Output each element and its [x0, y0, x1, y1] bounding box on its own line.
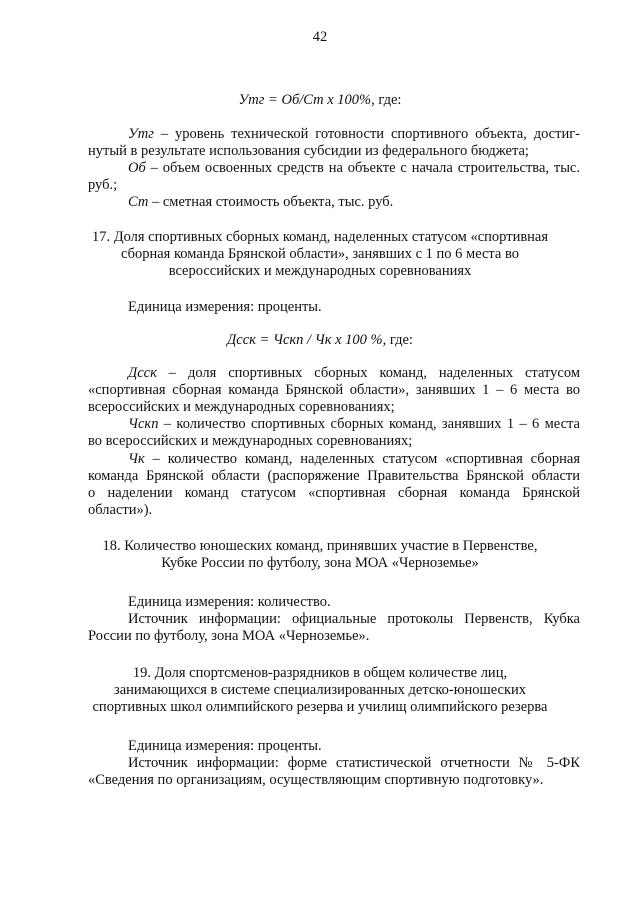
formula-utg-expr: Утг = Об/Ст х 100%,	[238, 92, 375, 108]
def-chskp-term: Чскп	[128, 416, 159, 432]
def-chskp-line1	[128, 416, 580, 433]
def-dssk-line3: всероссийских и международных соревнованиях;	[88, 399, 395, 415]
def-st-term: Ст	[128, 194, 149, 210]
item17-title-line1: 17. Доля спортивных сборных команд, наделенных статусом «спортивная	[91, 229, 549, 245]
def-ob-term: Об	[128, 160, 146, 176]
def-chk-term: Чк	[128, 451, 145, 467]
def-ob-text: – объем освоенных средств на объекте с начала строительства, тыс.	[145, 160, 580, 176]
def-chk-line2: команда Брянской области (распоряжение Правительства Брянской области	[88, 468, 580, 484]
def-utg-text: – уровень технической готовности спортивного объекта, достиг-	[153, 126, 580, 142]
formula-utg-suffix: где:	[374, 92, 402, 108]
item19-source-line1: Источник информации: форме статистической отчетности № 5-ФК	[128, 755, 580, 771]
item18-title-line2: Кубке России по футболу, зона МОА «Черноземье»	[161, 555, 479, 571]
def-chk-line4: области»).	[88, 502, 153, 518]
item19-source-line2: «Сведения по организациям, осуществляющим спортивную подготовку».	[88, 772, 544, 788]
def-chskp-text: – количество спортивных сборных команд, занявших 1 – 6 места	[158, 416, 580, 432]
item17-title-line3: всероссийских и международных соревнованиях	[168, 263, 472, 279]
formula-dssk	[0, 332, 640, 349]
item19-unit: Единица измерения: проценты.	[128, 738, 322, 754]
formula-dssk-expr: Дсск = Чскп / Чк х 100 %,	[227, 332, 387, 348]
def-ob-line1	[128, 160, 580, 177]
item18-source-line2: России по футболу, зона МОА «Черноземье».	[88, 628, 370, 644]
item19-title-line3: спортивных школ олимпийского резерва и училищ олимпийского резерва	[92, 699, 548, 715]
def-st	[128, 194, 393, 211]
def-ob-line2: руб.;	[88, 177, 118, 193]
item18-title-line1: 18. Количество юношеских команд, принявших участие в Первенстве,	[102, 538, 538, 554]
item17-unit: Единица измерения: проценты.	[128, 299, 322, 315]
def-chk-line1	[128, 451, 580, 468]
def-utg-term: Утг	[128, 126, 154, 142]
def-utg-line1	[128, 126, 580, 143]
item18-source-line1: Источник информации: официальные протоколы Первенств, Кубка	[128, 611, 580, 627]
def-utg-line2: нутый в результате использования субсидии из федерального бюджета;	[88, 143, 529, 159]
def-dssk-line2: «спортивная сборная команда Брянской области», занявших 1 – 6 места во	[88, 382, 580, 398]
item19-title-line1: 19. Доля спортсменов-разрядников в общем количестве лиц,	[132, 665, 508, 681]
def-chk-line3: о наделении команд статусом «спортивная сборная команда Брянской	[88, 485, 580, 501]
formula-dssk-suffix: где:	[386, 332, 413, 348]
def-dssk-line1	[128, 365, 580, 382]
def-st-text: – сметная стоимость объекта, тыс. руб.	[148, 194, 394, 210]
item17-title-line2: сборная команда Брянской области», занявших с 1 по 6 места во	[121, 246, 519, 262]
def-dssk-term: Дсск	[128, 365, 157, 381]
def-chskp-line2: во всероссийских и международных соревнованиях;	[88, 433, 413, 449]
item19-title-line2: занимающихся в системе специализированных детско-юношеских	[114, 682, 526, 698]
def-dssk-text: – доля спортивных сборных команд, наделенных статусом	[156, 365, 580, 381]
page-number: 42	[312, 29, 328, 45]
def-chk-text: – количество команд, наделенных статусом «спортивная сборная	[144, 451, 580, 467]
item18-unit: Единица измерения: количество.	[128, 594, 331, 610]
formula-utg	[0, 92, 640, 109]
